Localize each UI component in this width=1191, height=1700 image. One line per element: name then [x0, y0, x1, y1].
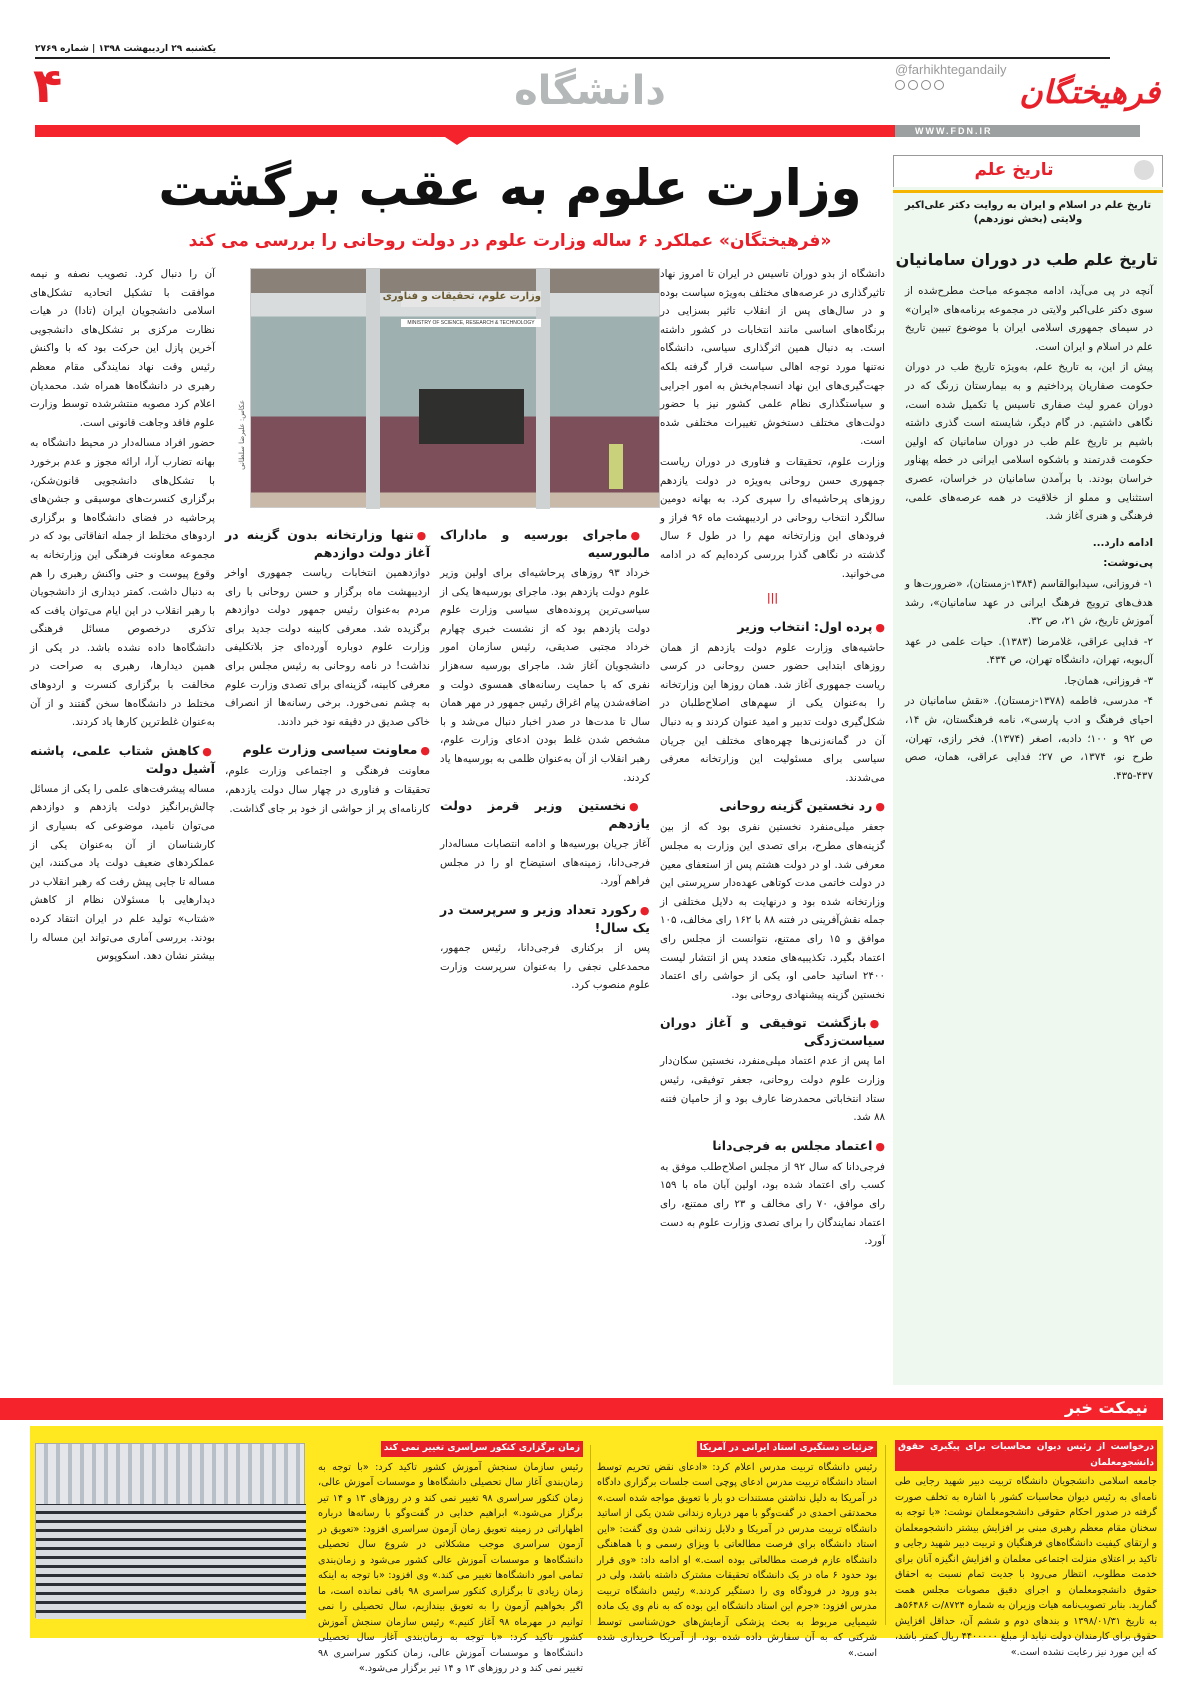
section-heading: ● رد نخستین گزینه روحانی	[660, 797, 885, 815]
page-number: ۴	[33, 58, 63, 114]
column-divider	[590, 1445, 591, 1625]
article-column-3	[225, 516, 430, 1390]
column-divider	[885, 1445, 886, 1625]
sidebar-body	[905, 282, 1153, 1367]
intro-paragraph: وزارت علوم، تحقیقات و فناوری در دوران ریاست جمهوری حسن روحانی به‌ویژه در دولت یازدهم روزهای پرحاشیه‌ای را سپری کرد. به بهانه دومین سالگرد انتخاب روحانی در اردیبهشت ماه ۹۶ فراز و فرودهای این وزارتخانه مهم را در طول ۶ سال گذشته در نگاهی گذرا بررسی کرده‌ایم که در ادامه می‌خوانید.	[660, 455, 885, 580]
article-column-4	[30, 265, 215, 1390]
telegram-icon[interactable]	[908, 80, 918, 90]
section-body: پس از برکناری فرجی‌دانا، رئیس جمهور، محمدعلی نجفی را به‌عنوان سرپرست وزارت علوم منصوب کرد.	[440, 941, 650, 992]
section-heading: ● تنها وزارتخانه بدون گزینه در آغاز دولت دوازدهم	[225, 526, 430, 561]
reference-item: ۱- فروزانی، سیدابوالقاسم (۱۳۸۴-زمستان)، «ضرورت‌ها و هدف‌های ترویج فرهنگ ایرانی در عهد سامانیان»، رشد آموزش تاریخ، ش ۲۱، ص ۳۲.	[905, 577, 1153, 628]
newspaper-logo[interactable]: فرهیختگان	[1019, 73, 1160, 111]
news-item-body: رئیس دانشگاه تربیت مدرس اعلام کرد: «ادعای نقض تحریم توسط استاد دانشگاه تربیت مدرس ادعای پوچی است جلسات برگزاری دادگاه در آمریکا به دلیل نداشتن مستندات دو بار با تعویق مواجه شده است.» محمدتقی احمدی در گفت‌وگو با مهر درباره زندانی شدن یکی از اساتید دانشگاه تربیت مدرس در آمریکا و دلایل زندانی شدن وی گفت: «این استاد دانشگاه برای فرصت مطالعاتی با ویزای رسمی و با هماهنگی دانشگاه عازم فرصت مطالعاتی بوده است.» او ادامه داد: «وی قرار بود حدود ۶ ماه در یک دانشگاه تحقیقات مشترک داشته باشد، ولی در بدو ورود در فرودگاه وی را دستگیر کردند.» رئیس دانشگاه تربیت مدرس افزود: «جرم این استاد دانشگاه این بوده که به نام وی یک ماده شیمیایی مربوط به بحث پزشکی آزمایش‌های خون‌شناسی توسط شرکتی که به آن سفارش داده شده بود، از آمریکا خریداری شده است.»	[597, 1461, 877, 1659]
intro-paragraph: دانشگاه از بدو دوران تاسیس در ایران تا امروز نهاد تاثیرگذاری در عرصه‌های مختلف به‌ویژه سیاست بوده و در سال‌های پس از انقلاب تاثیر بسزایی در برنگاه‌های اساسی مانند انتخابات در کشور داشته است. به دنبال همین اثرگذاری سیاسی، دانشگاه نه‌تنها مورد توجه اهالی سیاست قرار گرفته بلکه جهت‌گیری‌های این نهاد انسجام‌بخش به امور اجرایی و سیاستگذاری نظام علمی کشور نیز با حضور دولت‌های مختلف دستخوش تغییرات مختلفی شده است.	[660, 268, 885, 448]
section-body: فرجی‌دانا که سال ۹۲ از مجلس اصلاح‌طلب موفق به کسب رای اعتماد شده بود، اولین آبان ماه با ۱۵۹ رای موافق، ۷۰ رای مخالف و ۲۳ رای ممتنع، رای اعتماد نمایندگان را برای تصدی وزارت علوم به دست آورد.	[660, 1160, 885, 1248]
top-rule	[35, 57, 1110, 59]
section-body: مساله پیشرفت‌های علمی را یکی از مسائل چالش‌برانگیز دولت یازدهم و دوازدهم می‌توان نامید، موضوعی که بسیاری از کارشناسان از آن به‌عنوان یکی از عملکردهای ضعیف دولت یاد می‌کنند، این مساله تا جایی پیش رفت که رهبر انقلاب در دیدارهایی با مسئولان نظام از کاهش «شتاب» تولید علم در ایران انتقاد کرده بودند. بررسی آماری می‌تواند این مساله را بیشتر نشان دهد. اسکوپوس	[30, 782, 215, 963]
sidebar-paragraph: پیش از این، به تاریخ علم، به‌ویژه تاریخ طب در دوران حکومت صفاریان پرداختیم و به بیمارستان زرنگ که در دوران عمرو لیث صفاری تاسیس یا تکمیل شده است، نگاهی داشتیم. در گام دیگر، شایسته است گذری داشته باشیم بر تاریخ علم طب در دوران سامانیان که اولین حکومت قدرتمند و باشکوه اسلامی ایرانی در خطه پهناور خراسان بودند. با برآمدن سامانیان در خراسان، عصری استثنایی و مملو از خلاقیت در همه عرصه‌های علمی، فرهنگی و هنری آغاز شد.	[905, 361, 1153, 523]
news-item-title: درخواست از رئیس دیوان محاسبات برای پیگیری حقوق دانشجومعلمان	[895, 1440, 1157, 1471]
section-body: معاونت فرهنگی و اجتماعی وزارت علوم، تحقیقات و فناوری در چهار سال دولت یازدهم، کارنامه‌ای پر از حواشی از خود بر جای گذاشت.	[225, 765, 430, 815]
photo-sign-en: MINISTRY OF SCIENCE, RESEARCH & TECHNOLOGY	[401, 319, 541, 327]
section-heading: ● نخستین وزیر قرمز دولت یازدهم	[440, 797, 650, 832]
section-body: جعفر میلی‌منفرد نخستین نفری بود که از بین گزینه‌های مطرح، برای تصدی این وزارت به مجلس معرفی شد. او در دولت هشتم پس از استعفای معین در دولت خاتمی مدت کوتاهی عهده‌دار سرپرستی این وزارتخانه شده بود و درنهایت به دلایل مختلفی از جمله نقش‌آفرینی در فتنه ۸۸ با ۱۶۲ رای مخالف، ۱۰۵ موافق و ۱۵ رای ممتنع، نتوانست از مجلس رای اعتماد بگیرد. تکذیبیه‌های متعدد پس از انتشار لیست ۲۴۰۰ اساتید حامی او، یکی از حواشی رای اعتماد نخستین گزینه پیشنهادی روحانی بود.	[660, 821, 885, 1001]
section-heading: ● بازگشت توفیقی و آغاز دوران سیاست‌زدگی	[660, 1014, 885, 1049]
ministry-building-photo	[250, 268, 660, 508]
separator: |||	[766, 592, 779, 605]
news-bench-bar	[0, 1398, 1163, 1420]
section-body: آغاز جریان بورسیه‌ها و ادامه انتصابات مساله‌دار فرجی‌دانا، زمینه‌های استیضاح او را در مجلس فراهم آورد.	[440, 838, 650, 888]
reference-item: ۳- فروزانی، همان‌جا.	[1064, 674, 1153, 687]
references-title: پی‌نوشت:	[1103, 557, 1153, 570]
section-heading: ● ماجرای بورسیه و ماداراک مالبورسیه	[440, 526, 650, 561]
social-handle[interactable]: @farhikhtegandaily	[895, 62, 1007, 77]
website-bar[interactable]: WWW.FDN.IR	[895, 125, 1140, 137]
exam-hall-photo	[35, 1443, 305, 1618]
section-badge-icon	[1134, 160, 1154, 180]
section-heading: ● پرده اول: انتخاب وزیر	[660, 618, 885, 636]
main-subheadline: «فرهیختگان» عملکرد ۶ ساله وزارت علوم در دولت روحانی را بررسی می کند	[188, 231, 832, 251]
section-body: خرداد ۹۳ روزهای پرحاشیه‌ای برای اولین وزیر علوم دولت یازدهم بود. ماجرای بورسیه‌ها یکی از سیاسی‌ترین پرونده‌های سیاسی وزارت علوم دولت یازدهم بود که از نشست خبری چهارم خرداد مجتبی صدیقی، رئیس سازمان امور دانشجویان آغاز شد. ماجرای بورسیه سه‌هزار نفری که با حمایت رسانه‌های همسوی دولت و اضافه‌شدن پیام اغراق رئیس جمهور در مهر همان سال تا مدت‌ها در صدر اخبار دنبال می‌شد و با مشخص شدن غلط بودن ادعای وزارت علوم، رهبر انقلاب از آن به‌عنوان ظلمی به بورسیه‌ها یاد کردند.	[440, 567, 650, 784]
dateline: یکشنبه ۲۹ اردیبهشت ۱۳۹۸ | شماره ۲۷۶۹	[35, 44, 216, 54]
column-paragraph: آن را دنبال کرد. تصویب نصفه و نیمه موافقت با تشکیل اتحادیه تشکل‌های اسلامی دانشجویان ایران (تادا) در هیات نظارت مرکزی بر تشکل‌های دانشجویی آخرین پازل این حرکت بود که با واکنش رئیس وقت نهاد نمایندگی مقام معظم رهبری در دانشگاه‌ها همراه شد. محمدیان اعلام کرد مصوبه منتشرشده توسط وزارت علوم فاقد وجاهت قانونی است.	[30, 268, 215, 429]
section-body: دوازدهمین انتخابات ریاست جمهوری اواخر اردیبهشت ماه برگزار و حسن روحانی با رای مردم به‌عنوان رئیس جمهور دولت دوازدهم برگزیده شد. معرفی کابینه دولت جدید برای وزارت علوم دوباره آورده‌ای جز بلاتکلیفی نداشت! در نامه روحانی به رئیس مجلس برای معرفی کابینه، گزینه‌ای برای تصدی وزارت علوم به چشم نمی‌خورد. برخی رسانه‌ها از انصراف خاکی صدیق در دقیقه نود خبر دادند.	[225, 567, 430, 728]
main-headline: وزارت علوم به عقب برگشت	[158, 159, 862, 217]
reference-item: ۲- فدایی عراقی، غلامرضا (۱۳۸۳). حیات علمی در عهد آل‌بویه، تهران، دانشگاه تهران، ص ۴۳۴.	[905, 635, 1153, 667]
news-item-title: زمان برگزاری کنکور سراسری تغییر نمی کند	[381, 1441, 583, 1457]
news-item-title: جزئیات دستگیری استاد ایرانی در آمریکا	[697, 1441, 877, 1457]
sidebar-title: تاریخ علم	[974, 160, 1054, 180]
news-item	[318, 1440, 584, 1674]
article-column-2	[440, 516, 650, 1390]
to-be-continued: ادامه دارد...	[1092, 536, 1153, 549]
aparat-icon[interactable]	[934, 80, 944, 90]
sidebar-divider	[893, 190, 1163, 193]
news-item-body: جامعه اسلامی دانشجویان دانشگاه تربیت دبیر شهید رجایی طی نامه‌ای به رئیس دیوان محاسبات کشور با اشاره به تخلف صورت گرفته در صدور احکام حقوقی دانشجومعلمان نوشت: «با توجه به سخنان مقام معظم رهبری مبنی بر افزایش بیشتر دانشجومعلمان و ارتقای کیفیت دانشگاه‌های فرهنگیان و تربیت دبیر شهید رجایی و تاکید بر اعتلای منزلت اجتماعی معلمان و افزایش انگیزه آنان برای خدمت مطلوب، انتظار می‌رود با جدیت تمام نسبت به احقاق حقوق دانشجومعلمان و اجرای دقیق مصوبات مجلس همت گمارید. بنابر تصویب‌نامه هیات وزیران به شماره ۸۷۲۴/ت ۵۶۴۸۶هـ به تاریخ ۱۳۹۸/۰۱/۳۱ و بندهای دوم و ششم آن، حداقل افزایش حقوق برای کارمندان دولت نباید از مبلغ ۴۴۰۰۰۰۰ ریال کمتر باشد، که این مورد نیز رعایت نشده است.»	[895, 1476, 1157, 1658]
section-body: حاشیه‌های وزارت علوم دولت یازدهم از همان روزهای ابتدایی حضور حسن روحانی در کرسی ریاست جمهوری آغاز شد. همان روزها این وزارتخانه را به‌عنوان یکی از سهم‌های اصلاح‌طلبان در شکل‌گیری دولت تدبیر و امید عنوان کردند و به دنبال آن در گمانه‌زنی‌ها چهره‌های مختلف این جریان سیاسی برای مسئولیت این وزارتخانه معرفی می‌شدند.	[660, 641, 885, 784]
sidebar-paragraph: آنچه در پی می‌آید، ادامه مجموعه مباحث مطرح‌شده از سوی دکتر علی‌اکبر ولایتی در مجموعه برنامه‌های «ایران» در سیمای جمهوری اسلامی ایران با موضوع تبیین تاریخ علم در اسلام و ایران است.	[905, 285, 1153, 353]
sidebar-headline: تاریخ علم طب در دوران سامانیان	[895, 250, 1158, 269]
photo-credit: عکاس: علیرضا سلطانی	[238, 400, 246, 470]
column-paragraph: حضور افراد مساله‌دار در محیط دانشگاه به بهانه تضارب آرا، ارائه مجوز و عدم برخورد با تشکل‌های دانشجویی قانون‌شکن، برگزاری کنسرت‌های موسیقی و جشن‌های پرحاشیه در فضای دانشگاه‌ها و برگزاری اردوهای مختلط از جمله اتفاقاتی بود که در مجموعه معاونت فرهنگی این وزارتخانه به وقوع پیوست و حتی واکنش رهبری را هم به دنبال داشت. کمتر دیداری از دانشجویان با رهبر انقلاب در این ایام می‌توان یافت که تذکری درخصوص مسائل فرهنگی دانشگاه‌ها داده نشده باشد. در یکی از همین دیدارها، رهبری به صراحت در مخالفت با برگزاری کنسرت و اردوهای مختلط در دانشگاه‌ها سخن گفتند و از آن به‌عنوان غلط‌ترین کارها یاد کردند.	[30, 437, 215, 729]
social-icons	[895, 80, 944, 90]
news-item	[895, 1440, 1157, 1658]
section-body: اما پس از عدم اعتماد میلی‌منفرد، نخستین سکان‌دار وزارت علوم دولت روحانی، جعفر توفیقی، رئیس ستاد انتخاباتی محمدرضا عارف بود و از حامیان فتنه ۸۸ شد.	[660, 1055, 885, 1124]
section-heading: ● کاهش شتاب علمی، پاشنه آشیل دولت	[30, 742, 215, 777]
person-figure	[609, 444, 623, 489]
sidebar-header	[893, 155, 1163, 187]
header-red-bar	[35, 125, 895, 137]
section-title: دانشگاه	[514, 68, 666, 114]
photo-sign: وزارت علوم، تحقیقات و فناوری	[401, 291, 541, 307]
section-heading: ● رکورد تعداد وزیر و سرپرست در یک سال!	[440, 901, 650, 936]
building-entrance	[419, 389, 524, 444]
news-bench-title: نیمکت خبر	[1064, 1398, 1148, 1417]
news-item	[597, 1440, 877, 1659]
section-heading: ● معاونت سیاسی وزارت علوم	[225, 741, 430, 759]
instagram-icon[interactable]	[895, 80, 905, 90]
section-heading: ● اعتماد مجلس به فرجی‌دانا	[660, 1137, 885, 1155]
sidebar-kicker: تاریخ علم در اسلام و ایران به روایت دکتر علی‌اکبر ولایتی (بخش نوزدهم)	[904, 200, 1152, 225]
twitter-icon[interactable]	[921, 80, 931, 90]
reference-item: ۴- مدرسی، فاطمه (۱۳۷۸-زمستان). «نقش سامانیان در احیای فرهنگ و ادب پارسی»، نامه فرهنگستان، ش ۱۴، ص ۹۲ و ۱۰۰؛ دادبه، اصغر (۱۳۷۴). فخر رازی، تهران، طرح نو، ۱۳۷۴، ص ۲۷؛ فدایی عراقی، همان، صص ۴۳۷-۴۳۵.	[905, 695, 1153, 782]
news-item-body: رئیس سازمان سنجش آموزش کشور تاکید کرد: «با توجه به زمان‌بندی آغاز سال تحصیلی دانشگاه‌ها و موسسات آموزش عالی، زمان کنکور سراسری ۹۸ تغییر نمی کند و در روزهای ۱۳ و ۱۴ تیر برگزار می‌شود.» ابراهیم خدایی در گفت‌وگو با رسانه‌ها درباره اظهاراتی در زمینه تعویق زمان آزمون سراسری افزود: «تعویق در آزمون سراسری موجب مشکلاتی در شروع سال تحصیلی دانشگاه‌ها و موسسات آموزش عالی کشور می‌شود و زمان‌بندی تمامی امور دانشگاه‌ها تغییر می کند.» وی افزود: «با توجه به اینکه زمان زیادی تا برگزاری کنکور سراسری ۹۸ باقی نمانده است، ما اگر بخواهیم آزمون را به تعویق بیندازیم، سال تحصیلی را نمی توانیم در مهرماه ۹۸ آغاز کنیم.» رئیس سازمان سنجش آموزش کشور تاکید کرد: «با توجه به زمان‌بندی آغاز سال تحصیلی دانشگاه‌ها و موسسات آموزش عالی، زمان کنکور سراسری ۹۸ تغییر نمی کند و در روزهای ۱۳ و ۱۴ تیر برگزار می‌شود.»	[318, 1461, 584, 1674]
article-column-1	[660, 265, 885, 1390]
